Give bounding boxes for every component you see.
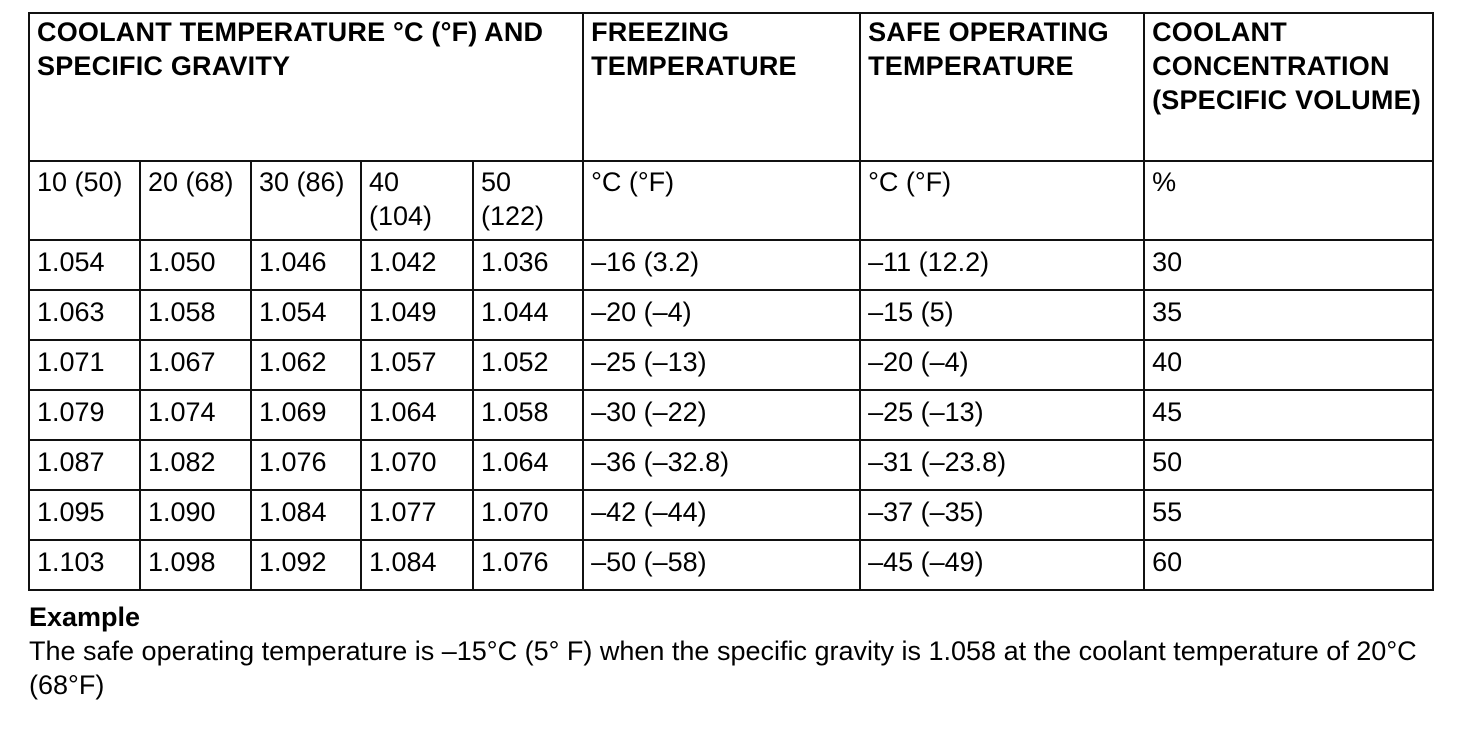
table-cell: 1.084 — [251, 490, 361, 540]
table-row — [29, 290, 1433, 340]
table-cell: –15 (5) — [860, 290, 1144, 340]
subheader-30c: 30 (86) — [251, 161, 361, 240]
table-cell: 1.058 — [140, 290, 251, 340]
table-cell: 1.057 — [361, 340, 473, 390]
coolant-specific-gravity-table-container — [28, 12, 1432, 591]
subheader-20c: 20 (68) — [140, 161, 251, 240]
subheader-40c: 40 (104) — [361, 161, 473, 240]
subheader-concentration-unit: % — [1144, 161, 1433, 240]
table-cell: 1.092 — [251, 540, 361, 590]
header-row — [29, 13, 1433, 161]
table-cell: 1.042 — [361, 240, 473, 290]
table-cell: 1.052 — [473, 340, 583, 390]
coolant-specific-gravity-table — [28, 12, 1434, 591]
header-freezing-temperature: FREEZING TEMPERATURE — [583, 13, 860, 161]
table-cell: 1.084 — [361, 540, 473, 590]
table-cell: –20 (–4) — [583, 290, 860, 340]
table-cell: 1.090 — [140, 490, 251, 540]
subheader-safe-unit: °C (°F) — [860, 161, 1144, 240]
table-cell: 1.046 — [251, 240, 361, 290]
table-cell: 1.074 — [140, 390, 251, 440]
example-title: Example — [29, 602, 141, 632]
table-cell: 1.077 — [361, 490, 473, 540]
example-note — [29, 600, 1449, 702]
table-cell: 1.064 — [361, 390, 473, 440]
table-cell: 1.095 — [29, 490, 140, 540]
table-cell: 1.054 — [29, 240, 140, 290]
table-cell: –50 (–58) — [583, 540, 860, 590]
table-row — [29, 440, 1433, 490]
table-cell: 35 — [1144, 290, 1433, 340]
table-cell: –30 (–22) — [583, 390, 860, 440]
table-cell: 45 — [1144, 390, 1433, 440]
table-cell: –20 (–4) — [860, 340, 1144, 390]
table-row — [29, 390, 1433, 440]
table-row — [29, 340, 1433, 390]
example-text: The safe operating temperature is –15°C (5° F) when the specific gravity is 1.058 at the coolant temperature of 20°C (68°F) — [29, 636, 1417, 700]
table-cell: 1.079 — [29, 390, 140, 440]
table-cell: 50 — [1144, 440, 1433, 490]
table-row — [29, 490, 1433, 540]
table-row — [29, 240, 1433, 290]
table-cell: 1.076 — [251, 440, 361, 490]
table-cell: 1.064 — [473, 440, 583, 490]
table-cell: 1.103 — [29, 540, 140, 590]
table-cell: 1.082 — [140, 440, 251, 490]
table-cell: 1.063 — [29, 290, 140, 340]
table-cell: 1.070 — [473, 490, 583, 540]
header-coolant-temperature: COOLANT TEMPERATURE °C (°F) AND SPECIFIC GRAVITY — [29, 13, 583, 161]
table-cell: –45 (–49) — [860, 540, 1144, 590]
header-coolant-concentration: COOLANT CONCENTRATION (SPECIFIC VOLUME) — [1144, 13, 1433, 161]
table-cell: –25 (–13) — [860, 390, 1144, 440]
table-cell: 1.069 — [251, 390, 361, 440]
subheader-freezing-unit: °C (°F) — [583, 161, 860, 240]
table-cell: –42 (–44) — [583, 490, 860, 540]
table-cell: 40 — [1144, 340, 1433, 390]
table-cell: –25 (–13) — [583, 340, 860, 390]
header-safe-operating-temperature: SAFE OPERATING TEMPERATURE — [860, 13, 1144, 161]
table-cell: 60 — [1144, 540, 1433, 590]
table-cell: 1.036 — [473, 240, 583, 290]
table-cell: 1.098 — [140, 540, 251, 590]
subheader-50c: 50 (122) — [473, 161, 583, 240]
subheader-10c: 10 (50) — [29, 161, 140, 240]
table-cell: 1.071 — [29, 340, 140, 390]
table-cell: –36 (–32.8) — [583, 440, 860, 490]
table-row — [29, 540, 1433, 590]
table-cell: 1.054 — [251, 290, 361, 340]
table-cell: –37 (–35) — [860, 490, 1144, 540]
table-cell: 1.049 — [361, 290, 473, 340]
table-cell: 1.058 — [473, 390, 583, 440]
table-cell: –11 (12.2) — [860, 240, 1144, 290]
table-cell: 1.076 — [473, 540, 583, 590]
table-cell: 30 — [1144, 240, 1433, 290]
units-row — [29, 161, 1433, 240]
table-cell: –31 (–23.8) — [860, 440, 1144, 490]
table-cell: 1.062 — [251, 340, 361, 390]
table-cell: 1.087 — [29, 440, 140, 490]
table-cell: 55 — [1144, 490, 1433, 540]
table-cell: 1.050 — [140, 240, 251, 290]
table-cell: –16 (3.2) — [583, 240, 860, 290]
table-cell: 1.070 — [361, 440, 473, 490]
table-cell: 1.067 — [140, 340, 251, 390]
table-cell: 1.044 — [473, 290, 583, 340]
